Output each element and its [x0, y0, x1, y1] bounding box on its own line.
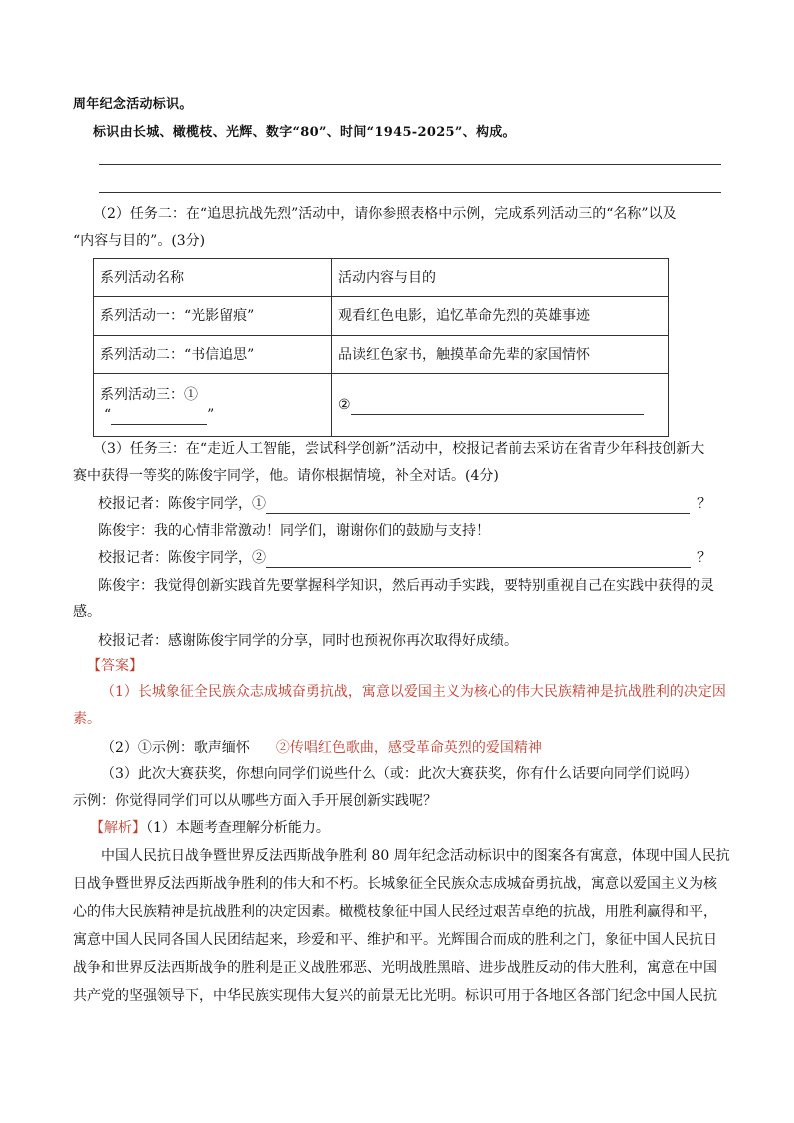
dialogue-reporter-3: 校报记者：感谢陈俊宇同学的分享，同时也预祝你再次取得好成绩。	[98, 633, 518, 649]
blank-underline[interactable]	[111, 408, 207, 425]
top-line-1: 周年纪念活动标识。	[73, 97, 193, 112]
answer-3: （3）此次大赛获奖，你想向同学们说些什么（或：此次大赛获奖，你有什么话要向同学们说吗）	[101, 766, 698, 782]
table-header-name: 系列活动名称	[94, 259, 332, 297]
analysis-lead	[90, 818, 330, 838]
dialogue-reporter-1	[98, 494, 690, 514]
dialogue-student-2b: 感。	[73, 604, 101, 620]
answer-2-part2: ②传唱红色歌曲，感受革命英烈的爱国精神	[275, 740, 542, 756]
blank-underline[interactable]	[351, 398, 644, 415]
analysis-para-line: 日战争暨世界反法西斯战争胜利的伟大和不朽。长城象征全民族众志成城奋勇抗战，寓意以爱国主义为核	[73, 876, 717, 892]
dialogue-text: 校报记者：陈俊宇同学，①	[98, 496, 266, 512]
dialogue-student-1: 陈俊宇：我的心情非常激动！同学们，谢谢你们的鼓励与支持！	[98, 523, 490, 539]
task2-line-2: “内容与目的”。(3分)	[73, 233, 206, 249]
activity-table	[93, 258, 669, 437]
top-line-2: 标识由长城、橄榄枝、光辉、数字“80”、时间“1945-2025”、构成。	[93, 125, 516, 140]
blank-underline[interactable]	[266, 551, 691, 568]
table-cell-content-blank	[332, 374, 669, 437]
table-row	[94, 336, 669, 374]
answer-2	[101, 738, 542, 758]
analysis-label: 【解析】	[90, 820, 146, 836]
analysis-para-line: 中国人民抗日战争暨世界反法西斯战争胜利 80 周年纪念活动标识中的图案各有寓意，体现中国人民抗	[101, 848, 730, 864]
analysis-para-line: 战争和世界反法西斯战争的胜利是正义战胜邪恶、光明战胜黑暗、进步战胜反动的伟大胜利，寓意在中国	[73, 960, 717, 976]
table-cell-content: 品读红色家书，触摸革命先辈的家国情怀	[332, 336, 669, 374]
question-mark: ？	[697, 496, 711, 512]
table-header-row	[94, 259, 669, 297]
row3-content-label: ②	[338, 397, 351, 413]
blank-underline[interactable]	[266, 497, 690, 514]
answer-blank-line-1[interactable]	[99, 164, 721, 165]
analysis-para-line: 寓意中国人民同各国人民团结起来，珍爱和平、维护和平。光辉围合而成的胜利之门，象征中国人民抗日	[73, 932, 717, 948]
row3-name-blank[interactable]	[100, 405, 325, 425]
dialogue-student-2a: 陈俊宇：我觉得创新实践首先要掌握科学知识，然后再动手实践，要特别重视自己在实践中获得的灵	[98, 578, 714, 594]
answer-2-part1: （2）①示例：歌声缅怀	[101, 740, 250, 756]
analysis-para-line: 心的伟大民族精神是抗战胜利的决定因素。橄榄枝象征中国人民经过艰苦卓绝的抗战，用胜利赢得和平，	[73, 904, 717, 920]
dialogue-text: 校报记者：陈俊宇同学，②	[98, 550, 266, 566]
table-cell-name-blank	[94, 374, 332, 437]
table-cell-content: 观看红色电影，追忆革命先烈的英雄事迹	[332, 297, 669, 336]
table-cell-name: 系列活动一：“光影留痕”	[94, 297, 332, 336]
quote-open: “	[104, 407, 112, 423]
row3-name-label: 系列活动三：①	[100, 387, 198, 403]
task3-line-1: （3）任务三：在“走近人工智能，尝试科学创新”活动中，校报记者前去采访在省青少年科技创新大	[93, 441, 705, 457]
answer-1b: 素。	[73, 711, 101, 727]
table-header-content: 活动内容与目的	[332, 259, 669, 297]
analysis-lead-text: （1）本题考查理解分析能力。	[146, 820, 330, 836]
answer-blank-line-2[interactable]	[99, 192, 721, 193]
answer-1a: （1）长城象征全民族众志成城奋勇抗战，寓意以爱国主义为核心的伟大民族精神是抗战胜利的决定因	[101, 684, 726, 700]
table-row	[94, 297, 669, 336]
question-mark: ？	[697, 550, 711, 566]
table-row	[94, 374, 669, 437]
table-cell-name: 系列活动二：“书信追思”	[94, 336, 332, 374]
answer-label: 【答案】	[87, 658, 143, 674]
answer-3b: 示例：你觉得同学们可以从哪些方面入手开展创新实践呢？	[73, 793, 437, 809]
analysis-para-line: 共产党的坚强领导下，中华民族实现伟大复兴的前景无比光明。标识可用于各地区各部门纪念中国人民抗	[73, 988, 717, 1004]
task2-line-1: （2）任务二：在“追思抗战先烈”活动中，请你参照表格中示例，完成系列活动三的“名称”以及	[93, 206, 677, 222]
dialogue-reporter-2	[98, 548, 691, 568]
quote-close: ”	[207, 407, 215, 423]
task3-line-2: 赛中获得一等奖的陈俊宇同学，他。请你根据情境，补全对话。(4分)	[73, 468, 499, 484]
